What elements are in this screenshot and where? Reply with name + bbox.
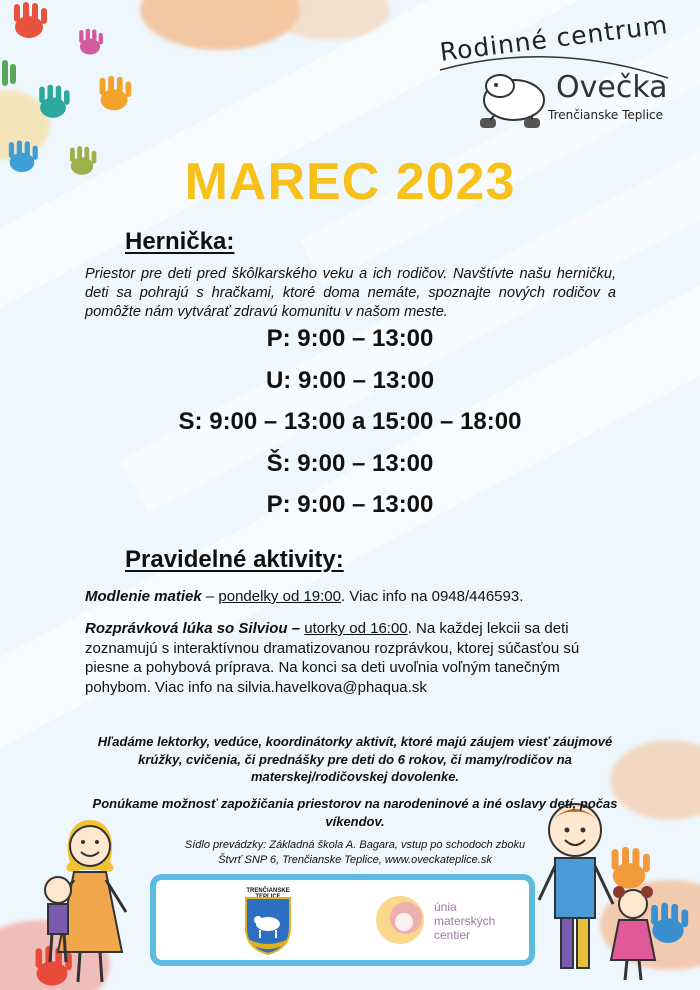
unia-materskych-centier-logo-icon <box>374 894 426 946</box>
notice-rental: Ponúkame možnosť zapožičania priestorov na narodeninové a iné oslavy detí, počas víkendov. <box>92 796 618 829</box>
activity-rozpravkova-luka <box>85 619 625 697</box>
activity-when: pondelky od 19:00 <box>218 588 341 605</box>
page-title: MAREC 2023 <box>184 153 516 211</box>
activity-modlenie <box>85 587 625 607</box>
logo-line2: Ovečka <box>556 70 668 105</box>
activities-heading: Pravidelné aktivity: <box>125 546 344 573</box>
logo-line1: Rodinné centrum <box>438 10 670 67</box>
umc-text <box>434 900 495 942</box>
hand-print-icon <box>4 2 54 42</box>
hours-row: Š: 9:00 – 13:00 <box>266 449 434 477</box>
activity-name: Modlenie matiek <box>85 588 202 605</box>
town-crest-icon <box>242 888 294 956</box>
notice-lecturers: Hľadáme lektorky, vedúce, koordinátorky aktivít, ktoré majú záujem viesť záujmové krúžky, cvičenia, či prednášky pre deti do 6 rokov, či mamy/rodičov na materskej/rodičovskej dovolenke. <box>97 734 613 784</box>
umc-line: materských <box>434 914 496 928</box>
activity-dash: – <box>201 588 219 605</box>
umc-line: centier <box>434 928 471 942</box>
hours-row: S: 9:00 – 13:00 a 15:00 – 18:00 <box>178 408 522 435</box>
activity-text: . Viac info na 0948/446593. <box>341 588 524 605</box>
umc-line: únia <box>434 900 457 914</box>
activity-when: utorky od 16:00 <box>304 620 408 637</box>
footer-line1: Sídlo prevádzky: Základná škola A. Bagara, vstup po schodoch zboku <box>184 839 526 851</box>
opening-hours <box>0 323 700 531</box>
logo-line3: Trenčianske Teplice <box>548 108 664 122</box>
footer-address <box>85 838 625 868</box>
rodinne-centrum-logo <box>430 10 680 140</box>
hernicka-description: Priestor pre deti pred škôlkarského veku a ich rodičov. Navštívte našu herničku, deti sa pohrajú s hračkami, ktoré doma nemáte, spoznajte nových rodičov a pomôžte nám vytvárať zdravú komunitu v našom meste. <box>85 266 616 320</box>
hours-row: U: 9:00 – 13:00 <box>265 366 435 394</box>
activity-text: . Na každej lekcii sa deti zoznamujú s interaktívnou dramatizovanou rozprávkou, ktorej súčasťou sú piesne a pohybová príprava. Na konci sa deti uvoľnia voľným tanečným pohybom. Viac info na silvia.havelkova@phaqua.sk <box>85 620 580 696</box>
footer-line2: Štvrť SNP 6, Trenčianske Teplice, www.oveckateplice.sk <box>218 854 492 866</box>
hours-row: P: 9:00 – 13:00 <box>266 491 434 518</box>
crest-label: TRENČIANSKE <box>246 888 290 894</box>
hand-print-icon <box>90 74 138 116</box>
hand-print-icon <box>0 56 20 92</box>
activity-name: Rozprávková lúka so Silviou – <box>85 620 301 637</box>
hours-row: P: 9:00 – 13:00 <box>266 325 434 352</box>
hernicka-heading: Hernička: <box>125 228 235 255</box>
partners-panel <box>150 874 535 966</box>
hand-print-icon <box>72 26 108 60</box>
hand-print-icon <box>30 80 76 126</box>
